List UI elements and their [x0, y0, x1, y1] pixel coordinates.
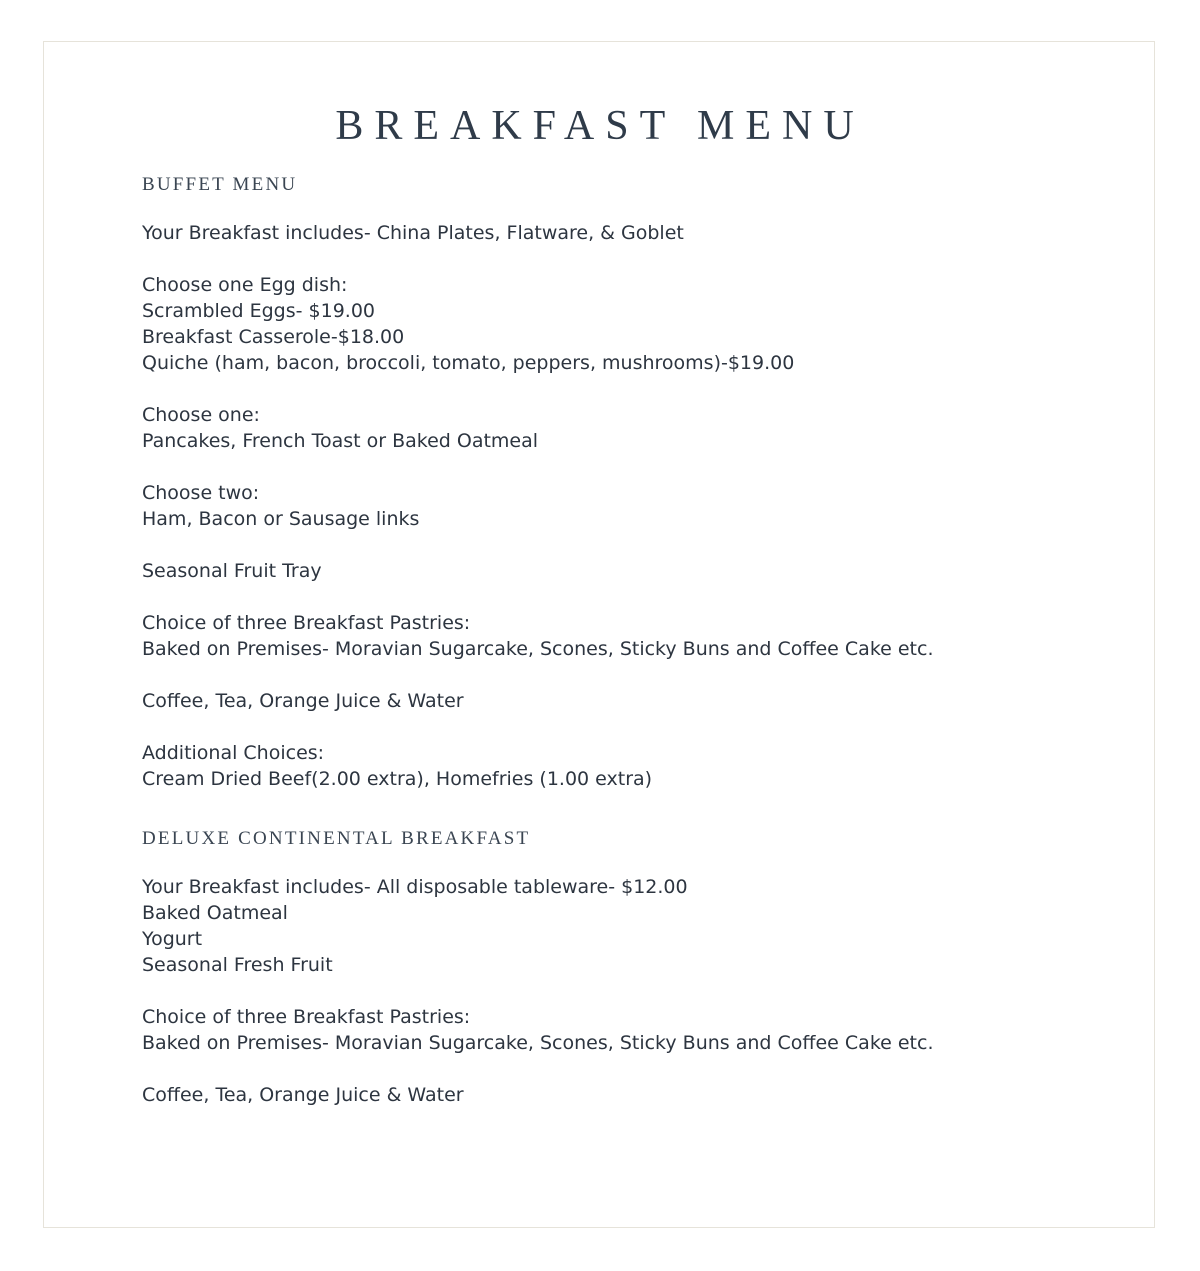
section-buffet-menu	[142, 172, 1102, 792]
menu-line: Quiche (ham, bacon, broccoli, tomato, peppers, mushrooms)-$19.00	[142, 352, 795, 374]
section-heading: DELUXE CONTINENTAL BREAKFAST	[142, 828, 531, 849]
menu-line: Your Breakfast includes- All disposable tableware- $12.00	[142, 876, 688, 898]
menu-block-includes	[142, 874, 1102, 978]
menu-line: Baked on Premises- Moravian Sugarcake, Scones, Sticky Buns and Coffee Cake etc.	[142, 1032, 934, 1054]
menu-line: Breakfast Casserole-$18.00	[142, 326, 405, 348]
menu-content	[142, 172, 1102, 1108]
menu-line: Seasonal Fruit Tray	[142, 560, 322, 582]
menu-block-choose-two	[142, 480, 1102, 532]
menu-line: Additional Choices:	[142, 742, 325, 764]
section-heading: BUFFET MENU	[142, 174, 298, 195]
menu-block-pastries	[142, 1004, 1102, 1056]
menu-line: Your Breakfast includes- China Plates, Flatware, & Goblet	[142, 222, 684, 244]
menu-block-beverages	[142, 688, 1102, 714]
menu-line: Choice of three Breakfast Pastries:	[142, 612, 471, 634]
menu-block-includes	[142, 220, 1102, 246]
menu-block-fruit	[142, 558, 1102, 584]
menu-line: Ham, Bacon or Sausage links	[142, 508, 420, 530]
menu-line: Choose one:	[142, 404, 260, 426]
menu-line: Seasonal Fresh Fruit	[142, 954, 333, 976]
menu-block-egg-dish	[142, 272, 1102, 376]
menu-line: Baked Oatmeal	[142, 902, 288, 924]
menu-block-choose-one	[142, 402, 1102, 454]
menu-line: Choose two:	[142, 482, 260, 504]
menu-line: Cream Dried Beef(2.00 extra), Homefries (1.00 extra)	[142, 768, 653, 790]
section-deluxe-continental	[142, 826, 1102, 1108]
menu-block-beverages	[142, 1082, 1102, 1108]
menu-line: Baked on Premises- Moravian Sugarcake, Scones, Sticky Buns and Coffee Cake etc.	[142, 638, 934, 660]
menu-line: Coffee, Tea, Orange Juice & Water	[142, 1084, 464, 1106]
page-title: BREAKFAST MENU	[335, 103, 865, 150]
menu-line: Choice of three Breakfast Pastries:	[142, 1006, 471, 1028]
menu-line: Yogurt	[142, 928, 203, 950]
menu-line: Pancakes, French Toast or Baked Oatmeal	[142, 430, 539, 452]
menu-block-pastries	[142, 610, 1102, 662]
menu-line: Scrambled Eggs- $19.00	[142, 300, 376, 322]
menu-block-additional	[142, 740, 1102, 792]
menu-line: Choose one Egg dish:	[142, 274, 348, 296]
menu-line: Coffee, Tea, Orange Juice & Water	[142, 690, 464, 712]
